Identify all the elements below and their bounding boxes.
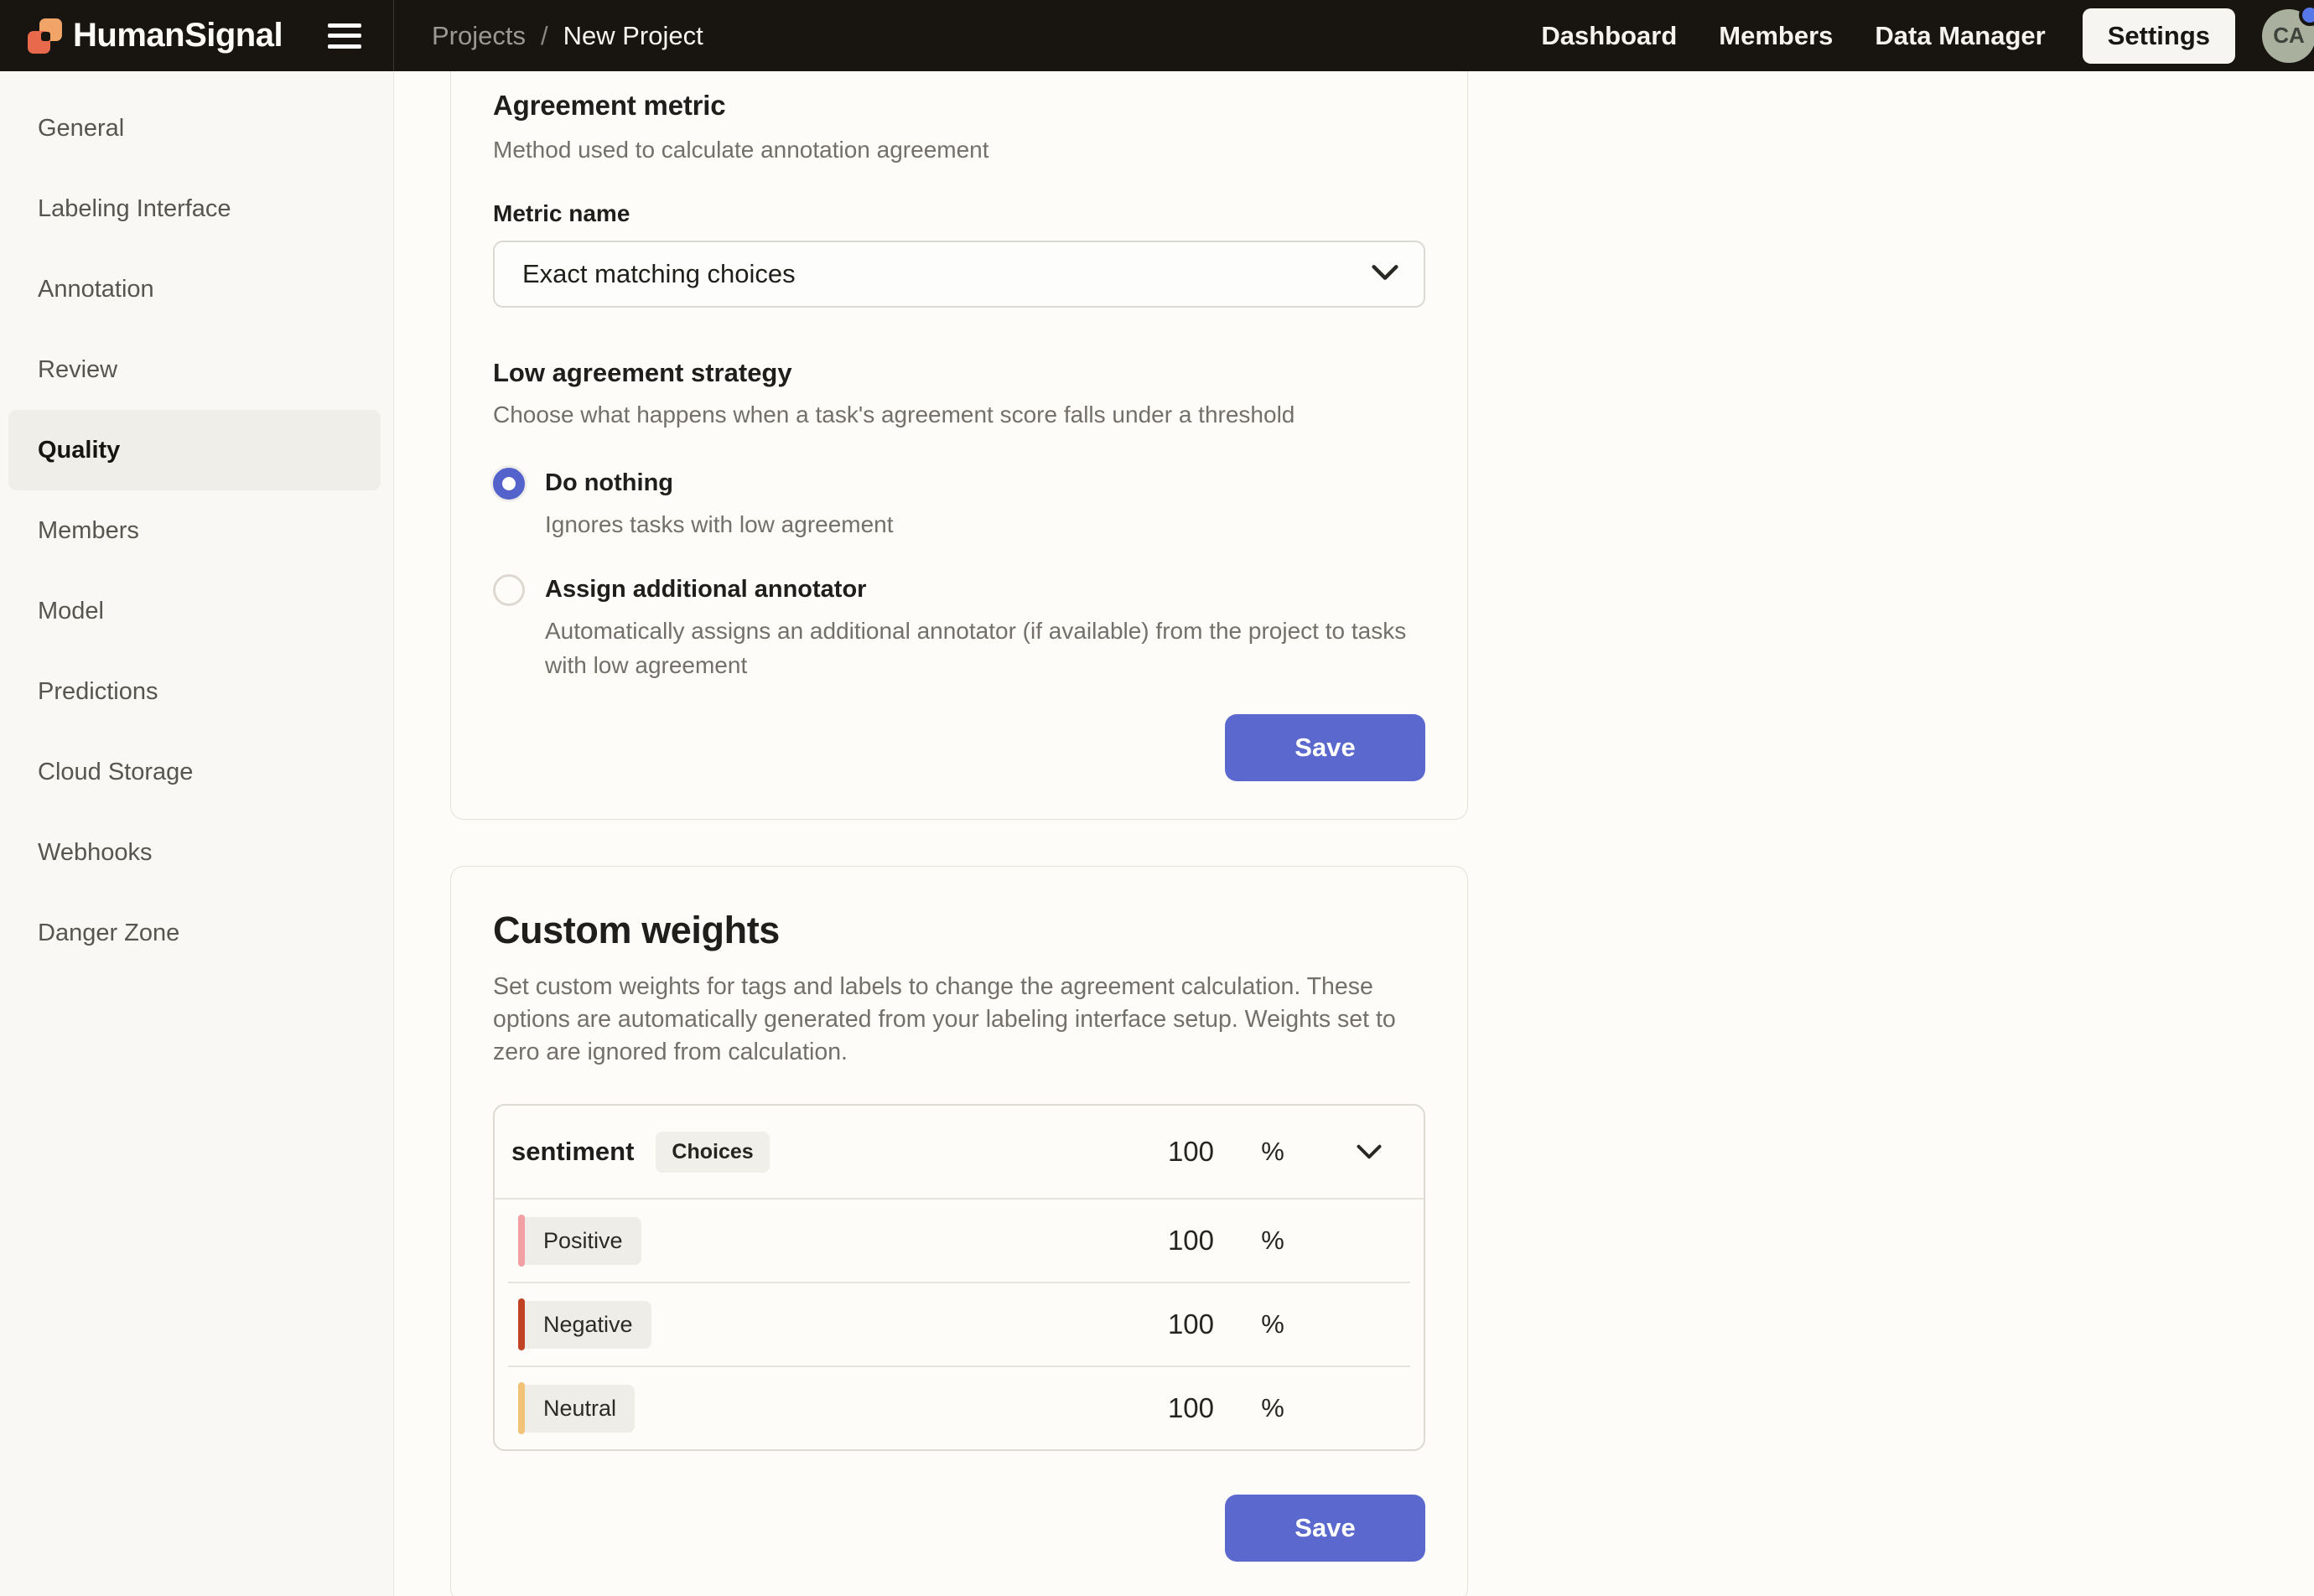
topbar-nav xyxy=(1541,8,2314,64)
option-do-nothing[interactable] xyxy=(493,467,1425,542)
tag-name: sentiment xyxy=(511,1137,635,1166)
tag-type-badge: Choices xyxy=(656,1132,769,1173)
label-weight-value[interactable]: 100 xyxy=(1167,1392,1214,1423)
option-label: Do nothing xyxy=(545,469,674,496)
label-weight-value[interactable]: 100 xyxy=(1167,1225,1214,1256)
sidebar-item-annotation[interactable]: Annotation xyxy=(38,275,154,303)
sidebar-item-members[interactable]: Members xyxy=(38,516,139,544)
brand-area xyxy=(0,0,394,71)
breadcrumb xyxy=(432,21,703,51)
collapse-chevron-icon[interactable] xyxy=(1331,1144,1407,1159)
radio-do-nothing[interactable] xyxy=(493,468,525,500)
label-weight-unit: % xyxy=(1261,1226,1284,1255)
label-chip: Positive xyxy=(525,1217,641,1265)
topbar xyxy=(0,0,2314,71)
weight-row-positive xyxy=(495,1200,1424,1282)
label-chip: Negative xyxy=(525,1301,651,1349)
brand-name: HumanSignal xyxy=(73,17,283,54)
avatar-initials: CA xyxy=(2262,9,2314,63)
weights-table xyxy=(493,1104,1425,1451)
humansignal-logo-icon xyxy=(28,18,65,54)
low-agreement-strategy-title: Low agreement strategy xyxy=(493,358,792,387)
nav-data-manager[interactable]: Data Manager xyxy=(1875,20,2046,50)
metric-name-selected-value: Exact matching choices xyxy=(522,259,796,288)
weight-row-negative xyxy=(495,1283,1424,1365)
agreement-metric-card xyxy=(450,71,1468,820)
option-description: Ignores tasks with low agreement xyxy=(545,511,894,537)
label-weight-value[interactable]: 100 xyxy=(1167,1308,1214,1340)
main-area xyxy=(0,71,2314,1596)
breadcrumb-current-project: New Project xyxy=(563,20,703,50)
sidebar-item-general[interactable]: General xyxy=(38,114,125,142)
label-chip: Neutral xyxy=(525,1385,635,1433)
agreement-metric-title: Agreement metric xyxy=(493,90,726,121)
sidebar-item-labeling-interface[interactable]: Labeling Interface xyxy=(38,194,231,222)
weights-table-header-row[interactable] xyxy=(495,1106,1424,1200)
label-color-bar xyxy=(518,1215,525,1267)
nav-dashboard[interactable]: Dashboard xyxy=(1541,20,1678,50)
option-description: Automatically assigns an additional annotator (if available) from the project to tasks with low agreement xyxy=(545,618,1407,678)
settings-sidebar xyxy=(0,71,394,1596)
weight-row-neutral xyxy=(495,1367,1424,1449)
custom-weights-save-button[interactable]: Save xyxy=(1225,1495,1425,1562)
strategy-options xyxy=(493,467,1425,682)
custom-weights-card xyxy=(450,866,1468,1596)
breadcrumb-projects-link[interactable]: Projects xyxy=(432,20,526,50)
sidebar-item-danger-zone[interactable]: Danger Zone xyxy=(38,919,180,946)
metric-name-label: Metric name xyxy=(493,200,630,226)
tag-weight-value[interactable]: 100 xyxy=(1167,1136,1214,1167)
custom-weights-title: Custom weights xyxy=(493,909,780,951)
agreement-metric-subtitle: Method used to calculate annotation agreement xyxy=(493,137,989,163)
sidebar-item-webhooks[interactable]: Webhooks xyxy=(38,838,153,866)
option-label: Assign additional annotator xyxy=(545,576,867,603)
sidebar-item-review[interactable]: Review xyxy=(38,355,118,383)
custom-weights-description: Set custom weights for tags and labels to change the agreement calculation. These options are automatically generated from your labeling interface setup. Weights set to zero are ignored from calculation. xyxy=(493,973,1396,1065)
option-assign-additional-annotator[interactable] xyxy=(493,573,1425,682)
label-color-bar xyxy=(518,1382,525,1434)
sidebar-item-predictions[interactable]: Predictions xyxy=(38,677,158,705)
breadcrumb-separator: / xyxy=(540,20,548,50)
metric-name-select[interactable] xyxy=(493,241,1425,308)
user-avatar[interactable] xyxy=(2262,9,2314,63)
label-weight-unit: % xyxy=(1261,1393,1284,1422)
hamburger-menu-icon[interactable] xyxy=(328,23,361,49)
label-color-bar xyxy=(518,1298,525,1350)
settings-content xyxy=(394,71,2314,1596)
notification-dot xyxy=(2299,4,2314,26)
sidebar-item-quality[interactable]: Quality xyxy=(8,410,381,490)
chevron-down-icon xyxy=(1372,264,1398,285)
settings-button[interactable]: Settings xyxy=(2083,8,2235,64)
sidebar-item-cloud-storage[interactable]: Cloud Storage xyxy=(38,758,194,785)
radio-assign-additional-annotator[interactable] xyxy=(493,574,525,606)
nav-members[interactable]: Members xyxy=(1719,20,1834,50)
agreement-save-button[interactable]: Save xyxy=(1225,714,1425,781)
sidebar-item-model[interactable]: Model xyxy=(38,597,104,624)
label-weight-unit: % xyxy=(1261,1309,1284,1339)
low-agreement-strategy-subtitle: Choose what happens when a task's agreement score falls under a threshold xyxy=(493,402,1295,428)
tag-weight-unit: % xyxy=(1261,1137,1284,1166)
